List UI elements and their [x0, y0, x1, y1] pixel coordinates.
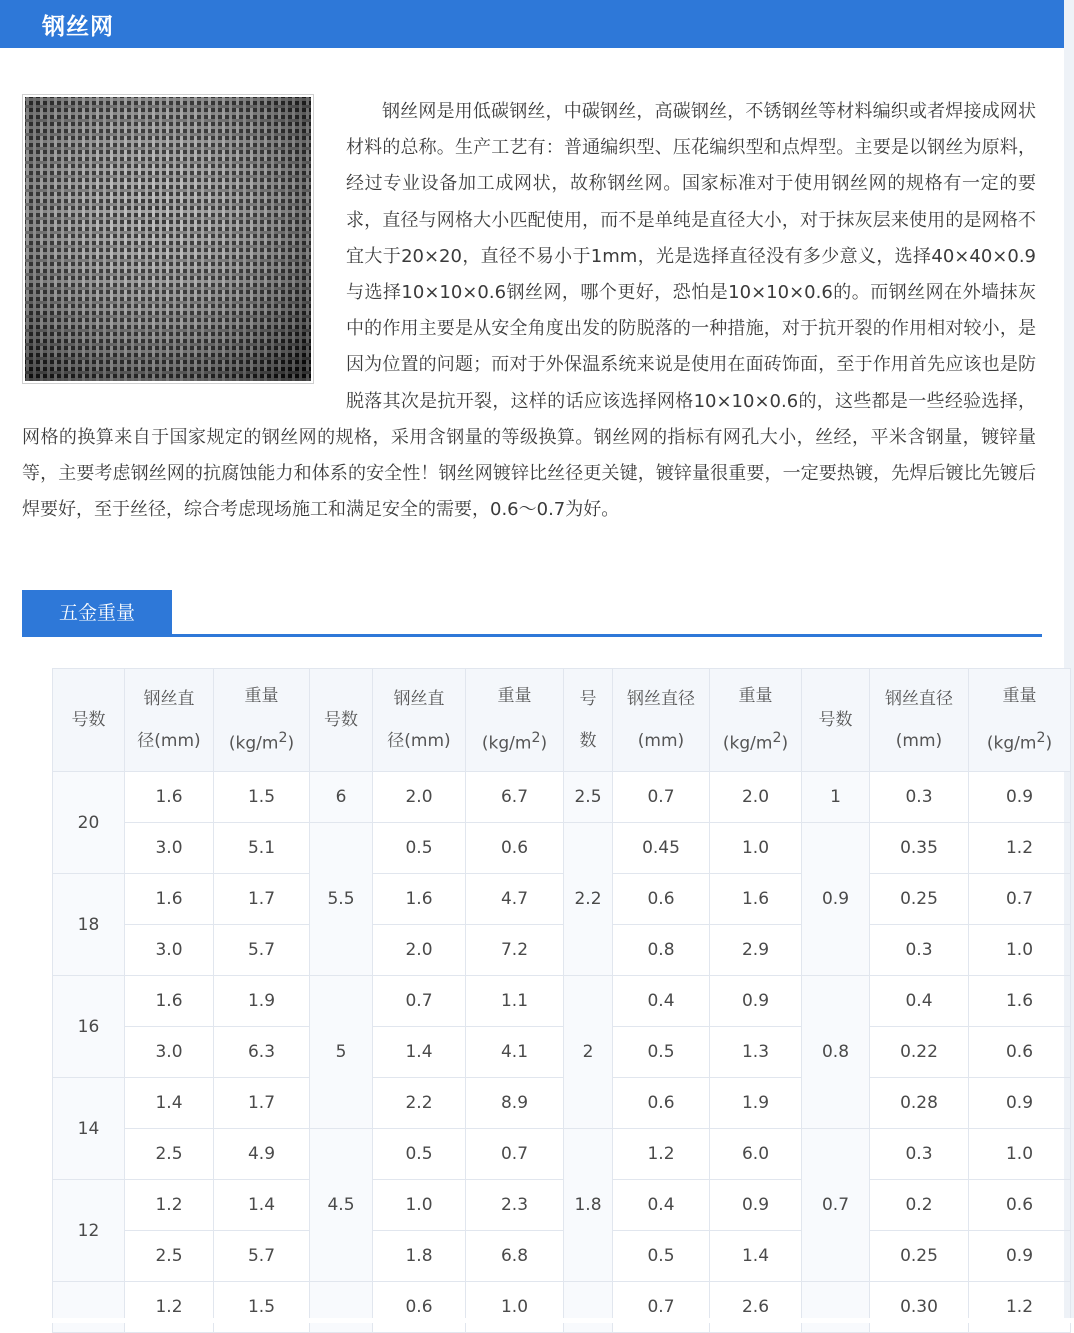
gauge-cell: 0.8 [802, 976, 870, 1129]
diameter-cell: 0.3 [870, 925, 969, 976]
weight-cell: 1.0 [969, 925, 1071, 976]
weight-cell: 2.6 [710, 1282, 802, 1333]
gauge-cell: 2.5 [564, 772, 613, 823]
weight-cell: 0.6 [969, 1180, 1071, 1231]
diameter-cell: 0.4 [613, 1180, 710, 1231]
table-header-row [53, 669, 1071, 772]
table-row [53, 1129, 1071, 1180]
weight-cell: 0.9 [710, 976, 802, 1027]
gauge-cell: 0.7 [802, 1129, 870, 1282]
diameter-cell: 1.2 [125, 1180, 214, 1231]
weight-cell: 6.8 [466, 1231, 564, 1282]
weight-cell: 7.2 [466, 925, 564, 976]
weight-cell: 1.7 [214, 874, 310, 925]
weight-cell: 0.6 [466, 823, 564, 874]
diameter-cell: 2.5 [125, 1231, 214, 1282]
weight-cell: 5.1 [214, 823, 310, 874]
header-diameter: 钢丝直 径(mm) [125, 669, 214, 772]
header-weight: 重量 $(kg/m^2)$ [214, 669, 310, 772]
weight-cell: 1.7 [214, 1078, 310, 1129]
weight-cell: 2.0 [710, 772, 802, 823]
wire-mesh-photo [25, 97, 311, 381]
weight-cell: 0.7 [466, 1129, 564, 1180]
table-row [53, 925, 1071, 976]
header-diameter: 钢丝直 径(mm) [373, 669, 466, 772]
diameter-cell: 1.6 [373, 874, 466, 925]
weight-cell: 1.1 [466, 976, 564, 1027]
gauge-cell: 16 [53, 976, 125, 1078]
diameter-cell: 0.45 [613, 823, 710, 874]
gauge-cell: 6 [310, 772, 373, 823]
weight-cell: 1.3 [710, 1027, 802, 1078]
gauge-cell: 18 [53, 874, 125, 976]
product-photo-frame [22, 94, 314, 384]
weight-cell: 1.9 [710, 1078, 802, 1129]
weight-cell: 1.0 [969, 1129, 1071, 1180]
diameter-cell: 0.7 [373, 976, 466, 1027]
weight-cell: 5.7 [214, 1231, 310, 1282]
header-weight: 重量 $(kg/m^2)$ [466, 669, 564, 772]
diameter-cell: 3.0 [125, 1027, 214, 1078]
gauge-cell: 14 [53, 1078, 125, 1180]
weight-cell: 1.5 [214, 1282, 310, 1333]
diameter-cell: 2.0 [373, 925, 466, 976]
diameter-cell: 0.5 [613, 1027, 710, 1078]
section-tab-hardware-weight[interactable]: 五金重量 [22, 590, 172, 636]
header-weight: 重量 $(kg/m^2)$ [969, 669, 1071, 772]
diameter-cell: 1.6 [125, 772, 214, 823]
table-row [53, 823, 1071, 874]
weight-table [52, 668, 1071, 1333]
gauge-cell: 1.8 [564, 1129, 613, 1282]
weight-cell: 6.7 [466, 772, 564, 823]
diameter-cell: 0.4 [870, 976, 969, 1027]
diameter-cell: 0.8 [613, 925, 710, 976]
gauge-cell [564, 1282, 613, 1333]
diameter-cell: 2.5 [125, 1129, 214, 1180]
weight-cell: 2.9 [710, 925, 802, 976]
diameter-cell: 0.7 [613, 772, 710, 823]
weight-cell: 2.3 [466, 1180, 564, 1231]
weight-cell: 0.6 [969, 1027, 1071, 1078]
diameter-cell: 1.8 [373, 1231, 466, 1282]
page-title: 钢丝网 [42, 14, 114, 40]
diameter-cell: 1.4 [125, 1078, 214, 1129]
diameter-cell: 0.30 [870, 1282, 969, 1333]
diameter-cell: 2.0 [373, 772, 466, 823]
diameter-cell: 1.6 [125, 874, 214, 925]
diameter-cell: 0.6 [613, 1078, 710, 1129]
gauge-cell: 20 [53, 772, 125, 874]
intro-section [22, 94, 1036, 528]
gauge-cell: 4.5 [310, 1129, 373, 1282]
diameter-cell: 0.25 [870, 874, 969, 925]
table-row [53, 772, 1071, 823]
gauge-cell: 2.2 [564, 823, 613, 976]
weight-cell: 0.9 [969, 772, 1071, 823]
table-row [53, 1078, 1071, 1129]
diameter-cell: 0.7 [613, 1282, 710, 1333]
diameter-cell: 0.6 [613, 874, 710, 925]
header-weight: 重量 $(kg/m^2)$ [710, 669, 802, 772]
table-row [53, 1027, 1071, 1078]
diameter-cell: 1.2 [125, 1282, 214, 1333]
weight-cell: 0.7 [969, 874, 1071, 925]
weight-cell: 1.4 [710, 1231, 802, 1282]
diameter-cell: 0.4 [613, 976, 710, 1027]
header-diameter: 钢丝直径 (mm) [870, 669, 969, 772]
diameter-cell: 0.3 [870, 772, 969, 823]
weight-cell: 1.2 [969, 1282, 1071, 1333]
weight-cell: 0.9 [969, 1231, 1071, 1282]
table-row [53, 976, 1071, 1027]
gauge-cell: 1 [802, 772, 870, 823]
gauge-cell: 12 [53, 1180, 125, 1282]
weight-cell: 1.5 [214, 772, 310, 823]
table-row [53, 1231, 1071, 1282]
header-diameter: 钢丝直径 (mm) [613, 669, 710, 772]
weight-cell: 1.6 [710, 874, 802, 925]
weight-cell: 4.7 [466, 874, 564, 925]
diameter-cell: 0.5 [373, 1129, 466, 1180]
diameter-cell: 3.0 [125, 823, 214, 874]
diameter-cell: 0.35 [870, 823, 969, 874]
diameter-cell: 0.5 [613, 1231, 710, 1282]
weight-cell: 8.9 [466, 1078, 564, 1129]
header-gauge: 号数 [53, 669, 125, 772]
diameter-cell: 0.3 [870, 1129, 969, 1180]
weight-cell: 0.9 [969, 1078, 1071, 1129]
weight-cell: 1.0 [466, 1282, 564, 1333]
weight-cell: 6.0 [710, 1129, 802, 1180]
diameter-cell: 1.0 [373, 1180, 466, 1231]
weight-cell: 0.9 [710, 1180, 802, 1231]
diameter-cell: 3.0 [125, 925, 214, 976]
gauge-cell: 5 [310, 976, 373, 1129]
gauge-cell: 0.9 [802, 823, 870, 976]
header-gauge: 号数 [802, 669, 870, 772]
gauge-cell: 2 [564, 976, 613, 1129]
gauge-cell [53, 1282, 125, 1333]
diameter-cell: 0.2 [870, 1180, 969, 1231]
weight-cell: 1.0 [710, 823, 802, 874]
page-header-bar [0, 0, 1064, 48]
gauge-cell [310, 1282, 373, 1333]
diameter-cell: 1.4 [373, 1027, 466, 1078]
section-divider [22, 634, 1042, 637]
page-bottom-edge [0, 1318, 1074, 1323]
diameter-cell: 0.5 [373, 823, 466, 874]
weight-cell: 4.9 [214, 1129, 310, 1180]
intro-paragraph: 钢丝网是用低碳钢丝，中碳钢丝，高碳钢丝，不锈钢丝等材料编织或者焊接成网状材料的总称。生产工艺有：普通编织型、压花编织型和点焊型。主要是以钢丝为原料，经过专业设备加工成网状，故称钢丝网。国家标准对于使用钢丝网的规格有一定的要求，直径与网格大小匹配使用，而不是单纯是直径大小，对于抹灰层来使用的是网格不宜大于20×20，直径不易小于1mm，光是选择直径没有多少意义，选择40×40×0.9与选择10×10×0.6钢丝网，哪个更好，恐怕是10×10×0.6的。而钢丝网在外墙抹灰中的作用主要是从安全角度出发的防脱落的一种措施，对于抗开裂的作用相对较小，是因为位置的问题；而对于外保温系统来说是使用在面砖饰面，至于作用首先应该也是防脱落其次是抗开裂，这样的话应该选择网格10×10×0.6的，这些都是一些经验选择，网格的换算来自于国家规定的钢丝网的规格，采用含钢量的等级换算。钢丝网的指标有网孔大小，丝经，平米含钢量，镀锌量等，主要考虑钢丝网的抗腐蚀能力和体系的安全性！钢丝网镀锌比丝径更关键，镀锌量很重要，一定要热镀，先焊后镀比先镀后焊要好，至于丝径，综合考虑现场施工和满足安全的需要，0.6～0.7为好。 [22, 101, 1036, 521]
weight-cell: 1.2 [969, 823, 1071, 874]
weight-cell: 4.1 [466, 1027, 564, 1078]
table-row [53, 1180, 1071, 1231]
header-gauge: 号数 [310, 669, 373, 772]
diameter-cell: 0.25 [870, 1231, 969, 1282]
diameter-cell: 0.22 [870, 1027, 969, 1078]
diameter-cell: 0.28 [870, 1078, 969, 1129]
weight-cell: 1.9 [214, 976, 310, 1027]
weight-cell: 1.6 [969, 976, 1071, 1027]
header-gauge: 号 数 [564, 669, 613, 772]
diameter-cell: 1.6 [125, 976, 214, 1027]
gauge-cell: 5.5 [310, 823, 373, 976]
table-row [53, 1282, 1071, 1333]
diameter-cell: 0.6 [373, 1282, 466, 1333]
weight-cell: 6.3 [214, 1027, 310, 1078]
table-row [53, 874, 1071, 925]
weight-cell: 5.7 [214, 925, 310, 976]
diameter-cell: 2.2 [373, 1078, 466, 1129]
diameter-cell: 1.2 [613, 1129, 710, 1180]
weight-cell: 1.4 [214, 1180, 310, 1231]
gauge-cell [802, 1282, 870, 1333]
section-header [22, 590, 1042, 638]
